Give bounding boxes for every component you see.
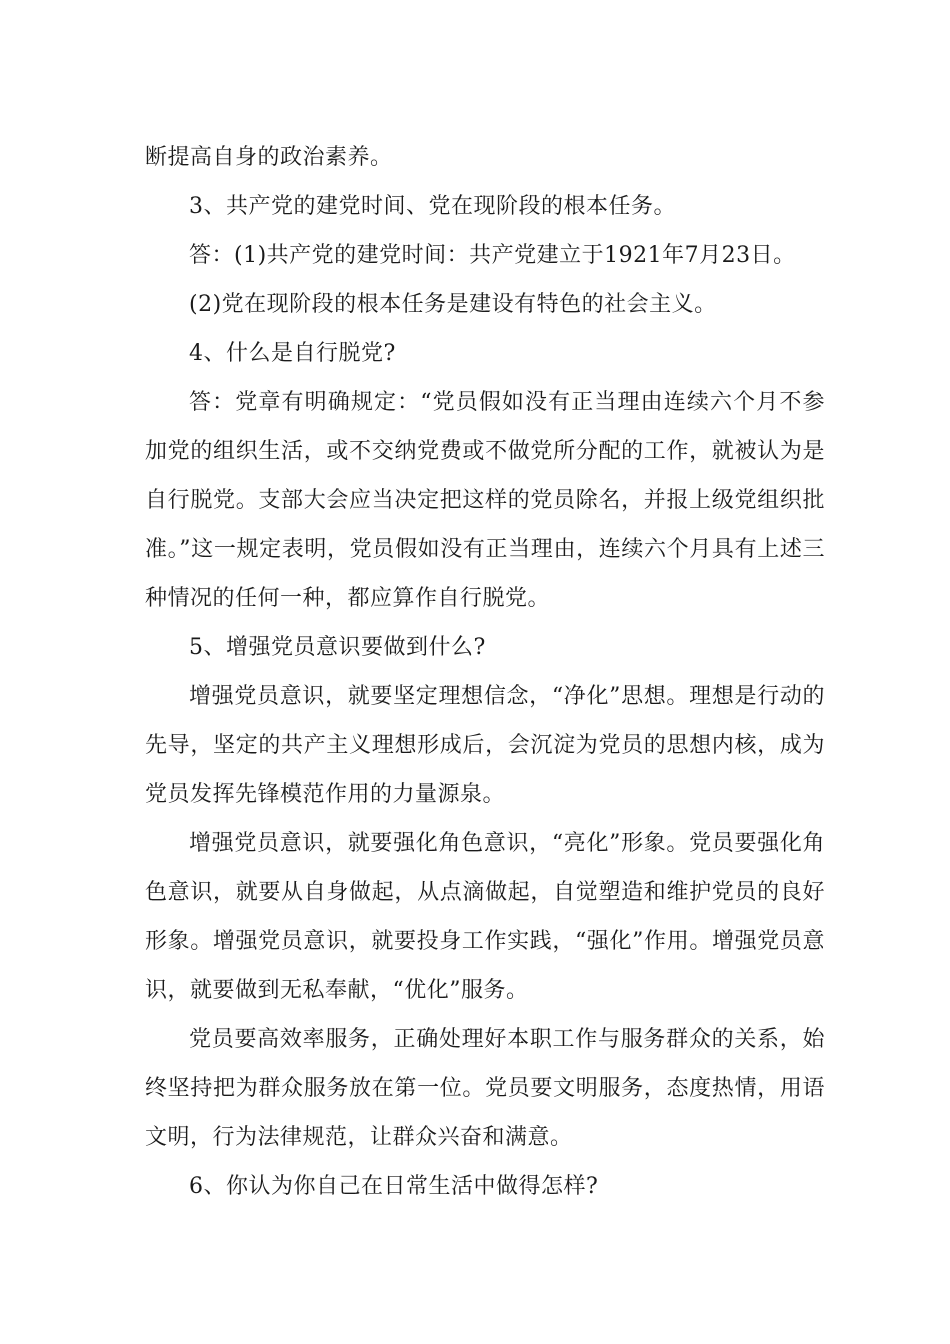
answer-5-paragraph-1: 增强党员意识，就要坚定理想信念，“净化”思想。理想是行动的先导，坚定的共产主义理想形成后，会沉淀为党员的思想内核，成为党员发挥先锋模范作用的力量源泉。 (145, 684, 825, 807)
answer-5-paragraph-3: 党员要高效率服务，正确处理好本职工作与服务群众的关系，始终坚持把为群众服务放在第一位。党员要文明服务，态度热情，用语文明，行为法律规范，让群众兴奋和满意。 (145, 1027, 825, 1150)
answer-4: 答：党章有明确规定：“党员假如没有正当理由连续六个月不参加党的组织生活，或不交纳党费或不做党所分配的工作，就被认为是自行脱党。支部大会应当决定把这样的党员除名，并报上级党组织批准。”这一规定表明，党员假如没有正当理由，连续六个月具有上述三种情况的任何一种，都应算作自行脱党。 (145, 390, 825, 611)
answer-3-part-1: 答：(1)共产党的建党时间：共产党建立于1921年7月23日。 (189, 243, 796, 268)
question-4-heading: 4、什么是自行脱党? (189, 341, 396, 366)
paragraph-continuation: 断提高自身的政治素养。 (145, 145, 393, 170)
question-3-heading: 3、共产党的建党时间、党在现阶段的根本任务。 (189, 194, 676, 219)
question-6-heading: 6、你认为你自己在日常生活中做得怎样? (189, 1174, 599, 1199)
document-body (145, 133, 825, 1211)
answer-5-paragraph-2: 增强党员意识，就要强化角色意识，“亮化”形象。党员要强化角色意识，就要从自身做起，从点滴做起，自觉塑造和维护党员的良好形象。增强党员意识，就要投身工作实践，“强化”作用。增强党员意识，就要做到无私奉献，“优化”服务。 (145, 831, 825, 1003)
question-5-heading: 5、增强党员意识要做到什么? (189, 635, 486, 660)
answer-3-part-2: (2)党在现阶段的根本任务是建设有特色的社会主义。 (189, 292, 717, 317)
